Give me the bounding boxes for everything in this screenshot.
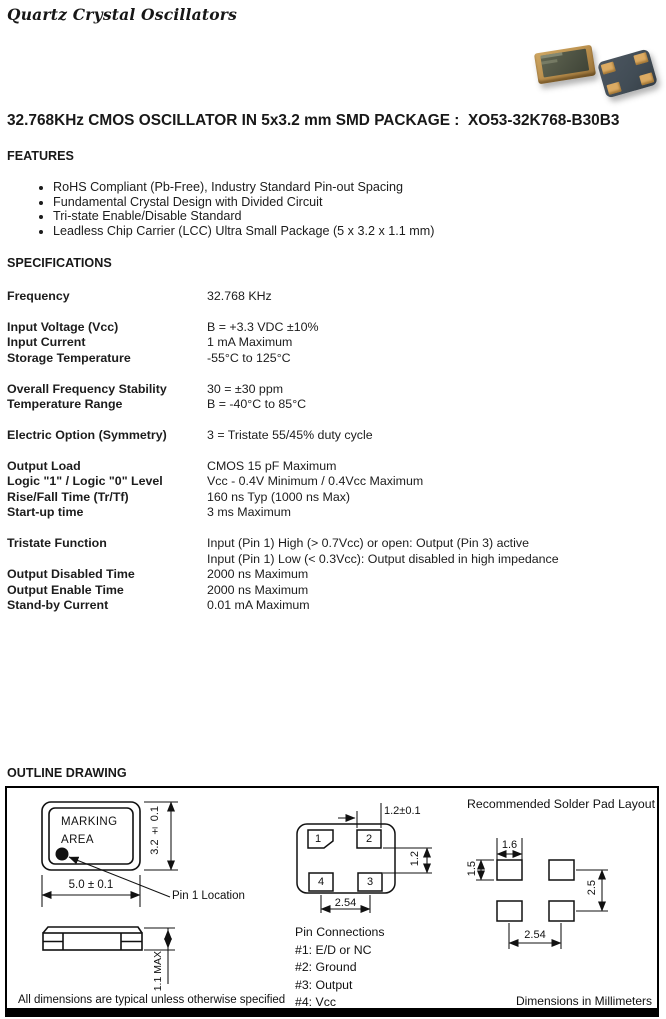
spec-label: Tristate Function xyxy=(7,536,107,551)
chip-contact-pad xyxy=(606,82,621,95)
spec-value xyxy=(207,536,647,567)
spec-row xyxy=(7,320,647,335)
spec-row xyxy=(7,598,647,613)
spec-group xyxy=(7,289,647,304)
solder-pad-layout-heading: Recommended Solder Pad Layout xyxy=(467,797,655,811)
width-dimension-label: 5.0 ± 0.1 xyxy=(68,879,114,891)
pin-connection-item: #2: Ground xyxy=(295,960,357,974)
spec-group xyxy=(7,382,647,413)
spec-value: 1 mA Maximum xyxy=(207,335,293,350)
outline-drawing-heading: OUTLINE DRAWING xyxy=(7,766,127,780)
outline-drawing-panel xyxy=(5,786,659,1017)
spec-label: Output Disabled Time xyxy=(7,567,135,582)
spec-label: Input Current xyxy=(7,335,86,350)
solder-pad-width-label: 1.6 xyxy=(501,839,518,851)
solder-pad-layout-drawing xyxy=(497,860,574,921)
pin1-location-label: Pin 1 Location xyxy=(172,890,245,902)
spec-value: 160 ns Typ (1000 ns Max) xyxy=(207,489,351,504)
spec-label: Output Enable Time xyxy=(7,582,124,597)
marking-line: MARKING xyxy=(61,816,118,828)
spec-group xyxy=(7,459,647,521)
spec-label: Start-up time xyxy=(7,505,84,520)
pad-number-3: 3 xyxy=(366,876,374,888)
spec-label: Rise/Fall Time (Tr/Tf) xyxy=(7,489,129,504)
chip-contact-pad xyxy=(633,52,648,65)
spec-value: 30 = ±30 ppm xyxy=(207,381,284,396)
pin-connections-block xyxy=(295,924,385,1012)
page-header-title: Quartz Crystal Oscillators xyxy=(7,5,238,24)
pitch-dimension-label: 2.54 xyxy=(334,897,357,909)
solder-vertical-pitch-label: 2.5 xyxy=(586,880,598,896)
features-heading: FEATURES xyxy=(7,149,74,163)
dimensions-note: All dimensions are typical unless otherwise specified xyxy=(18,994,286,1006)
feature-item: • RoHS Compliant (Pb-Free), Industry Standard Pin-out Spacing xyxy=(53,180,434,195)
feature-item: • Fundamental Crystal Design with Divided Circuit xyxy=(53,195,434,210)
spec-row xyxy=(7,474,647,489)
spec-row xyxy=(7,536,647,567)
spec-row xyxy=(7,289,647,304)
spec-value: B = -40°C to 85°C xyxy=(207,397,307,412)
chip-contact-pad xyxy=(639,72,654,85)
spec-value: 3 ms Maximum xyxy=(207,505,291,520)
spec-value-line: Input (Pin 1) Low (< 0.3Vcc): Output disabled in high impedance xyxy=(207,551,559,566)
spec-row xyxy=(7,428,647,443)
spec-row xyxy=(7,351,647,366)
spec-label: Logic "1" / Logic "0" Level xyxy=(7,474,163,489)
pad-number-2: 2 xyxy=(365,833,373,845)
spec-row xyxy=(7,459,647,474)
spec-label: Overall Frequency Stability xyxy=(7,381,167,396)
spec-row xyxy=(7,490,647,505)
feature-item: • Tri-state Enable/Disable Standard xyxy=(53,209,434,224)
document-title: 32.768KHz CMOS OSCILLATOR IN 5x3.2 mm SMD PACKAGE : XO53-32K768-B30B3 xyxy=(7,112,620,129)
features-list xyxy=(36,180,434,239)
oscillator-photo-bottom-view xyxy=(597,48,658,98)
pad-number-4: 4 xyxy=(317,876,325,888)
millimeters-note: Dimensions in Millimeters xyxy=(515,994,652,1008)
spec-value: 2000 ns Maximum xyxy=(207,582,309,597)
specifications-table xyxy=(7,289,647,629)
spec-row xyxy=(7,583,647,598)
pad-width-dimension-label: 1.2±0.1 xyxy=(384,805,421,817)
spec-label: Electric Option (Symmetry) xyxy=(7,428,167,443)
pin-connection-item: #4: Vcc xyxy=(295,995,337,1009)
marking-area-label xyxy=(61,814,117,849)
spec-value: Vcc - 0.4V Minimum / 0.4Vcc Maximum xyxy=(207,474,424,489)
spec-row xyxy=(7,335,647,350)
solder-horizontal-pitch-label: 2.54 xyxy=(524,929,546,941)
spec-row xyxy=(7,397,647,412)
spec-value: B = +3.3 VDC ±10% xyxy=(207,319,319,334)
pin-connection-item: #1: E/D or NC xyxy=(295,942,372,957)
pin-connection-item: #3: Output xyxy=(295,977,353,992)
thickness-dimension-label: 1.1 MAX xyxy=(152,951,164,992)
pad-number-1: 1 xyxy=(314,833,322,845)
spec-label: Stand-by Current xyxy=(7,597,109,612)
pin1-dot xyxy=(56,848,69,861)
spec-value: CMOS 15 pF Maximum xyxy=(207,458,337,473)
spec-group xyxy=(7,536,647,613)
feature-item: • Leadless Chip Carrier (LCC) Ultra Small Package (5 x 3.2 x 1.1 mm) xyxy=(53,224,434,239)
spec-group xyxy=(7,428,647,443)
spec-group xyxy=(7,320,647,366)
specifications-heading: SPECIFICATIONS xyxy=(7,256,112,270)
height-dimension-label: 3.2 ± 0.1 xyxy=(149,806,161,855)
oscillator-photo-top-view xyxy=(534,45,596,85)
spec-label: Storage Temperature xyxy=(7,350,131,365)
spec-value: 32.768 KHz xyxy=(207,289,272,303)
marking-line: AREA xyxy=(61,833,94,846)
spec-label: Input Voltage (Vcc) xyxy=(7,319,119,334)
chip-contact-pad xyxy=(601,61,616,74)
spec-value: 0.01 mA Maximum xyxy=(207,597,310,612)
spec-row xyxy=(7,505,647,520)
spec-label: Temperature Range xyxy=(7,397,123,412)
side-view-drawing xyxy=(43,927,142,950)
row-gap-dimension-label: 1.2 xyxy=(409,851,421,867)
solder-pad-height-label: 1.5 xyxy=(466,861,478,877)
spec-value: 3 = Tristate 55/45% duty cycle xyxy=(207,428,373,443)
spec-label: Output Load xyxy=(7,458,81,473)
spec-value-line: Input (Pin 1) High (> 0.7Vcc) or open: Output (Pin 3) active xyxy=(207,536,529,551)
pin-connections-heading: Pin Connections xyxy=(295,925,385,939)
spec-row xyxy=(7,567,647,582)
spec-value: -55°C to 125°C xyxy=(207,350,291,365)
spec-label: Frequency xyxy=(7,289,70,303)
spec-value: 2000 ns Maximum xyxy=(207,567,309,582)
spec-row xyxy=(7,382,647,397)
